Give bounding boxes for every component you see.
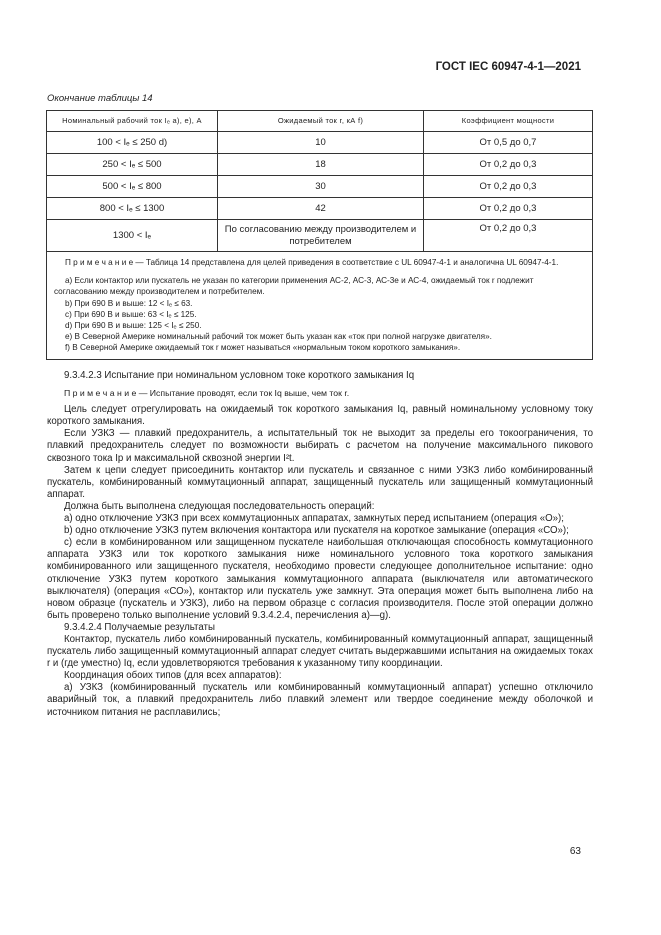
cell-expected: 42 — [218, 198, 424, 220]
cell-pf: От 0,2 до 0,3 — [424, 176, 593, 198]
table-row — [47, 198, 593, 220]
paragraph: Координация обоих типов (для всех аппаратов): — [64, 670, 282, 682]
cell-pf: От 0,5 до 0,7 — [424, 132, 593, 154]
cell-current: 250 < Iₑ ≤ 500 — [47, 154, 218, 176]
cell-current: 800 < Iₑ ≤ 1300 — [47, 198, 218, 220]
list-item: а) УЗКЗ (комбинированный пускатель или комбинированный коммутационный аппарат) успешно отключило аварийный ток, а плавкий предохранитель либо плавкий элемент или твердое соединение между оболочкой и источником питания не расплавились; — [47, 682, 593, 718]
table-row — [47, 176, 593, 198]
paragraph: Должна быть выполнена следующая последовательность операций: — [64, 500, 375, 512]
cell-expected: По согласованию между производителем и потребителем — [218, 220, 424, 252]
table-row — [47, 220, 593, 252]
footnote: c) При 690 В и выше: 63 < Iₑ ≤ 125. — [65, 309, 197, 319]
list-item: а) одно отключение УЗКЗ при всех коммутационных аппаратах, замкнутых перед испытанием (операция «О»); — [64, 513, 564, 525]
paragraph: Цель следует отрегулировать на ожидаемый ток короткого замыкания Iq, равный номинальному условному току короткого замыкания. — [47, 404, 593, 428]
cell-expected: 18 — [218, 154, 424, 176]
table-14 — [46, 110, 593, 360]
paragraph: Затем к цепи следует присоединить контактор или пускатель и связанное с ними УЗКЗ либо комбинированный пускатель, комбинированный коммутационный аппарат, защищенный пускатель или защищенный коммутационный аппарат. — [47, 464, 593, 500]
cell-pf: От 0,2 до 0,3 — [424, 154, 593, 176]
cell-expected: 10 — [218, 132, 424, 154]
cell-current: 500 < Iₑ ≤ 800 — [47, 176, 218, 198]
footnote: d) При 690 В и выше: 125 < Iₑ ≤ 250. — [65, 321, 202, 331]
list-item: b) одно отключение УЗКЗ путем включения контактора или пускателя на короткое замыкание (операция «СО»); — [64, 525, 569, 537]
footnote: b) При 690 В и выше: 12 < Iₑ ≤ 63. — [65, 298, 193, 308]
section-heading: 9.3.4.2.3 Испытание при номинальном условном токе короткого замыкания Iq — [64, 370, 415, 381]
cell-current: 1300 < Iₑ — [47, 220, 218, 252]
cell-expected: 30 — [218, 176, 424, 198]
table-caption: Окончание таблицы 14 — [47, 93, 153, 104]
table-notes — [47, 252, 593, 360]
table-note: П р и м е ч а н и е — Таблица 14 представлена для целей приведения в соответствие с UL 60947-4-1 и аналогична UL 60947-4-1. — [65, 258, 559, 267]
note: П р и м е ч а н и е — Испытание проводят, если ток Iq выше, чем ток r. — [64, 388, 350, 399]
footnote: e) В Северной Америке номинальный рабочий ток может быть указан как «ток при полной нагрузке двигателя». — [65, 332, 492, 342]
col-header-expected-current: Ожидаемый ток r, кА f) — [218, 111, 424, 132]
list-item: с) если в комбинированном или защищенном пускателе наибольшая отключающая способность коммутационного аппарата УЗКЗ или ток короткого замыкания ниже номинального условного тока короткого замыкания комбинированного или защищенного пускателя, необходимо провести следующее дополнительное испытание: одно отключение УЗКЗ путем короткого замыкания коммутационного аппарата (выключателя или автоматического выключателя) (операция «СО»), контактор или пускатель уже замкнут. Эта операция может быть выполнена либо на новом образце (пускатель и УЗКЗ), либо на первом образце с согласия производителя. После этой операции должно быть проверено только выполнение условий 9.3.4.2.4, перечисления а)—g). — [47, 537, 593, 621]
paragraph: Если УЗКЗ — плавкий предохранитель, а испытательный ток не выходит за пределы его токоограничения, то плавкий предохранитель следует по возможности выбирать с расчетом на получение максимального пикового сквозного тока Ip и максимальной сквозной энергии I²t. — [47, 428, 593, 464]
cell-pf: От 0,2 до 0,3 — [424, 198, 593, 220]
body-text — [47, 370, 593, 719]
footnote: f) В Северной Америке ожидаемый ток r может называться «нормальным током короткого замыкания». — [65, 343, 461, 353]
page-number: 63 — [569, 846, 581, 857]
paragraph: Контактор, пускатель либо комбинированный пускатель, комбинированный коммутационный аппарат, защищенный пускатель либо защищенный коммутационный аппарат следует считать выдержавшими испытания на ожидаемых токах r и (где уместно) Iq, если удовлетворяются требования к указанному типу координации. — [47, 633, 593, 670]
section-heading: 9.3.4.2.4 Получаемые результаты — [64, 621, 215, 633]
table-row — [47, 132, 593, 154]
cell-pf: От 0,2 до 0,3 — [424, 220, 593, 252]
col-header-rated-current: Номинальный рабочий ток Iₑ a), e), А — [47, 111, 218, 132]
col-header-power-factor: Коэффициент мощности — [424, 111, 593, 132]
cell-current: 100 < Iₑ ≤ 250 d) — [47, 132, 218, 154]
standard-designation: ГОСТ IEC 60947-4-1—2021 — [435, 61, 581, 73]
footnote: a) Если контактор или пускатель не указан по категории применения АС-2, АС-3, АС-3е и АС-4, ожидаемый ток r подлежит согласованию между производителем и потребителем. — [54, 276, 534, 297]
table-row — [47, 154, 593, 176]
